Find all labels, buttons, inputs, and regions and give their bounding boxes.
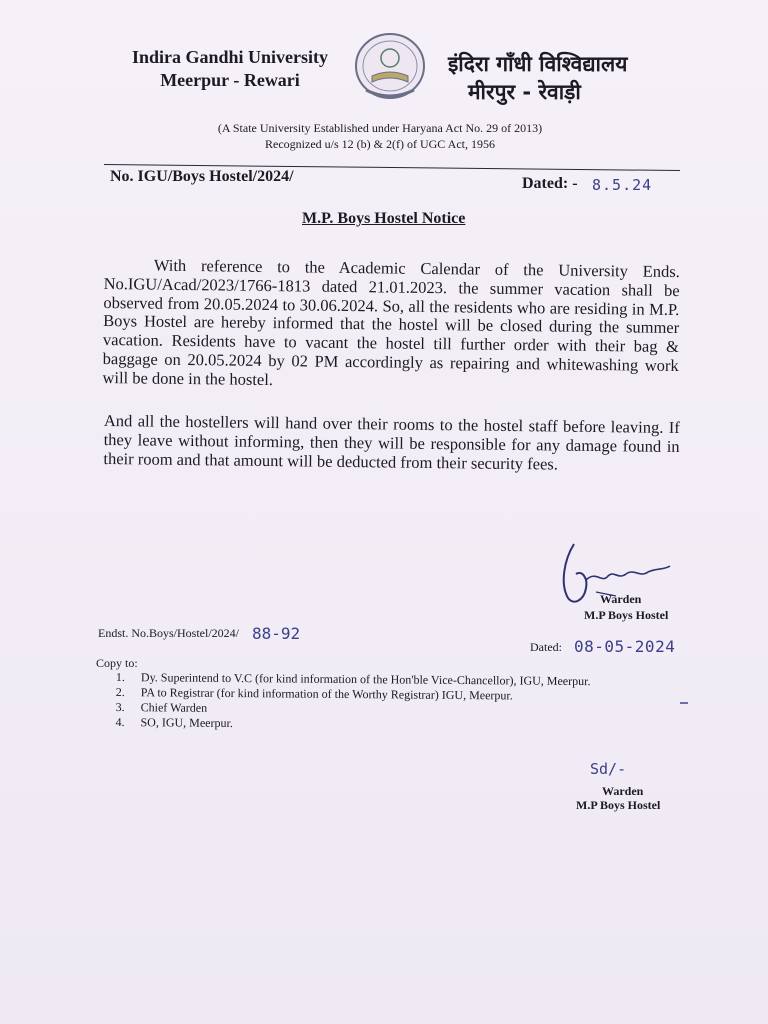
- list-item-number: 2.: [115, 684, 125, 700]
- sd-handwritten: Sd/-: [590, 760, 627, 778]
- university-name-hi-line1: इंदिरा गाँधी विश्विद्यालय: [448, 52, 628, 76]
- signatory-office-2: M.P Boys Hostel: [576, 798, 661, 812]
- list-item-text: Dy. Superintend to V.C (for kind information of the Hon'ble Vice-Chancellor), IGU, Meerpur.: [140, 670, 591, 689]
- paragraph-1-text: With reference to the Academic Calendar of the University Ends. No.IGU/Acad/2023/1766-1813 dated 21.01.2023. the summer vacation shall be observed from 20.05.2024 to 30.06.2024. So, all the residents who are residing in M.P. Boys Hostel are hereby informed that the hostel will be closed during the summer vacation. Residents have to vacant the hostel till further order with their bag & baggage on 20.05.2024 by 02 PM accordingly as repairing and whitewashing work will be done in the hostel.: [102, 255, 680, 389]
- signatory-title-1: Warden: [600, 592, 642, 606]
- endorsement-number-handwritten: 88-92: [252, 624, 301, 643]
- dated-label: Dated: -: [522, 175, 578, 192]
- recognized-text: Recognized u/s 12 (b) & 2(f) of UGC Act, 1956: [265, 137, 495, 151]
- paragraph-2-text: And all the hostellers will hand over their rooms to the hostel staff before leaving. If they leave without informing, then they will be responsible for any damage found in their room and that amount will be deducted from their security fees.: [103, 411, 680, 474]
- university-name-english: [122, 46, 338, 92]
- list-item-number: 1.: [115, 670, 125, 685]
- list-item: [115, 715, 590, 734]
- university-emblem-icon: [348, 30, 432, 106]
- endorsement-label: Endst. No.Boys/Hostel/2024/: [98, 626, 240, 640]
- university-location-hi: मीरपुर - रेवाड़ी: [468, 80, 581, 104]
- body-paragraph-1: [102, 256, 680, 395]
- signatory-office-1: M.P Boys Hostel: [584, 608, 669, 622]
- signatory-title-2: Warden: [602, 784, 644, 798]
- endorsement-dated-label: Dated:: [530, 640, 562, 654]
- list-item-number: 4.: [115, 714, 125, 730]
- copy-to-label: Copy to:: [96, 656, 138, 670]
- endorsement-dated-value-handwritten: 08-05-2024: [574, 637, 676, 656]
- list-item-text: Chief Warden: [140, 700, 208, 715]
- pen-mark: [680, 702, 688, 704]
- established-text: (A State University Established under Haryana Act No. 29 of 2013): [217, 121, 543, 135]
- list-item-text: SO, IGU, Meerpur.: [140, 715, 233, 731]
- list-item-text: PA to Registrar (for kind information of the Worthy Registrar) IGU, Meerpur.: [140, 685, 513, 703]
- dated-value-handwritten: 8.5.24: [592, 176, 653, 194]
- establishment-info: [160, 120, 600, 152]
- body-paragraph-2: [103, 412, 680, 475]
- list-item-number: 3.: [115, 699, 125, 715]
- university-name-hindi: [448, 50, 668, 106]
- notice-subject: M.P. Boys Hostel Notice: [302, 210, 466, 227]
- reference-number: No. IGU/Boys Hostel/2024/: [110, 168, 294, 185]
- university-location-en: Meerpur - Rewari: [160, 70, 300, 90]
- university-name-en-line1: Indira Gandhi University: [131, 47, 329, 67]
- copy-to-list: [115, 670, 590, 734]
